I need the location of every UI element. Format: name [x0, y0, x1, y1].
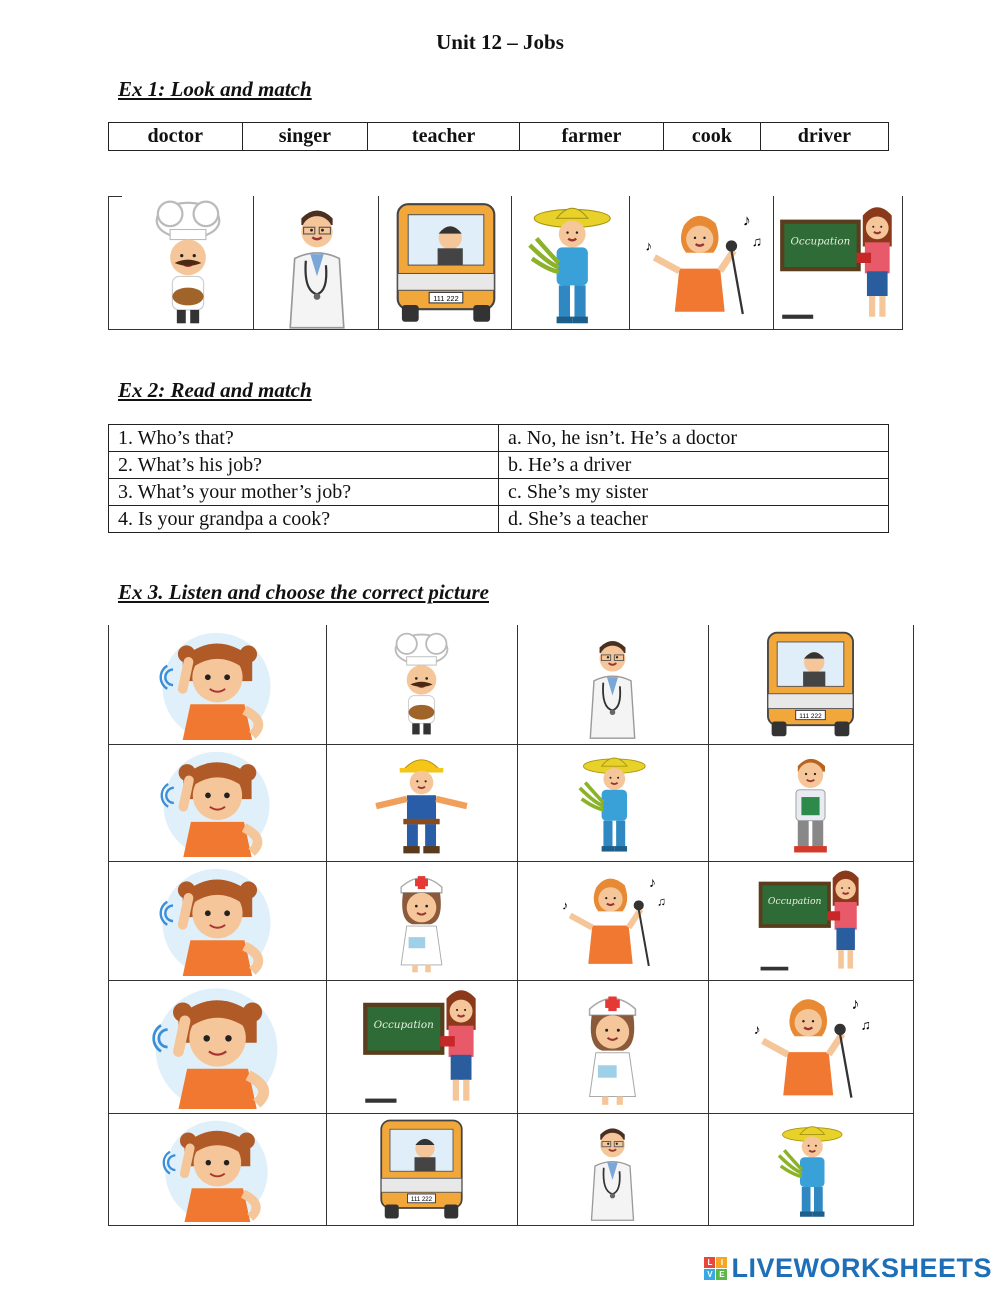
question-cell[interactable]: 2. What’s his job? [109, 452, 499, 479]
svg-text:♪: ♪ [851, 996, 860, 1013]
svg-text:♫: ♫ [751, 234, 763, 249]
ex2-heading: Ex 2: Read and match [118, 378, 312, 402]
question-cell[interactable]: 3. What’s your mother’s job? [109, 479, 499, 506]
table-row [109, 425, 889, 452]
svg-text:♪: ♪ [648, 875, 656, 892]
word-cell[interactable]: driver [760, 123, 888, 151]
ex3-picture-grid [108, 625, 913, 1226]
svg-text:♪: ♪ [562, 898, 569, 913]
listen-picture [114, 865, 319, 976]
choice-picture-singer[interactable] [523, 865, 702, 976]
choice-picture-teacher[interactable] [332, 984, 511, 1109]
svg-text:♪: ♪ [645, 238, 653, 254]
liveworksheets-logo [704, 1253, 992, 1284]
svg-text:111 222: 111 222 [433, 293, 459, 303]
choice-picture-builder[interactable] [332, 748, 511, 857]
choice-picture-driver[interactable] [332, 1117, 511, 1222]
choice-picture-doctor[interactable] [523, 629, 702, 740]
answer-cell[interactable]: d. She’s a teacher [499, 506, 889, 533]
svg-text:Occupation: Occupation [790, 235, 851, 248]
svg-text:111 222: 111 222 [410, 1196, 433, 1203]
choice-picture-driver[interactable] [714, 629, 907, 740]
ex1-picture-strip [108, 196, 903, 330]
ex1-picture[interactable] [776, 196, 900, 330]
ex3-heading: Ex 3. Listen and choose the correct picture [118, 580, 489, 604]
logo-tiles-icon: L I V E [704, 1257, 727, 1280]
svg-text:♪: ♪ [753, 1022, 761, 1037]
ex1-heading: Ex 1: Look and match [118, 77, 312, 101]
answer-cell[interactable]: a. No, he isn’t. He’s a doctor [499, 425, 889, 452]
choice-picture-farmer[interactable] [523, 748, 702, 857]
listen-picture [114, 984, 319, 1109]
listen-picture [114, 629, 319, 740]
svg-text:Occupation: Occupation [373, 1018, 434, 1031]
choice-picture-doctor[interactable] [523, 1117, 702, 1222]
answer-cell[interactable]: c. She’s my sister [499, 479, 889, 506]
word-cell[interactable]: doctor [109, 123, 243, 151]
worksheet-title: Unit 12 – Jobs [436, 30, 564, 54]
table-row [109, 479, 889, 506]
question-cell[interactable]: 1. Who’s that? [109, 425, 499, 452]
choice-picture-nurse[interactable] [332, 865, 511, 976]
ex1-picture[interactable] [258, 196, 376, 330]
table-row [109, 452, 889, 479]
word-cell[interactable]: farmer [519, 123, 663, 151]
choice-picture-singer[interactable] [714, 984, 907, 1109]
choice-picture-cook[interactable] [332, 629, 511, 740]
table-row [109, 506, 889, 533]
word-cell[interactable]: teacher [368, 123, 520, 151]
ex1-picture[interactable] [634, 196, 770, 330]
ex1-picture[interactable] [514, 196, 626, 330]
ex2-table [108, 424, 889, 533]
listen-picture [114, 748, 319, 857]
choice-picture-nurse[interactable] [523, 984, 702, 1109]
answer-cell[interactable]: b. He’s a driver [499, 452, 889, 479]
choice-picture-farmer[interactable] [714, 1117, 907, 1222]
choice-picture-student[interactable] [714, 748, 907, 857]
ex1-picture[interactable] [128, 196, 248, 330]
svg-text:♫: ♫ [656, 894, 666, 909]
question-cell[interactable]: 4. Is your grandpa a cook? [109, 506, 499, 533]
choice-picture-teacher[interactable] [714, 865, 907, 976]
svg-text:♪: ♪ [742, 212, 751, 230]
word-bank-table [108, 122, 889, 151]
svg-text:Occupation: Occupation [767, 895, 822, 907]
brand-name: LIVEWORKSHEETS [731, 1253, 992, 1283]
svg-text:111 222: 111 222 [799, 712, 822, 720]
svg-text:♫: ♫ [860, 1017, 871, 1033]
word-cell[interactable]: cook [663, 123, 760, 151]
ex1-picture[interactable] [383, 196, 509, 330]
word-cell[interactable]: singer [242, 123, 368, 151]
listen-picture [114, 1117, 319, 1222]
